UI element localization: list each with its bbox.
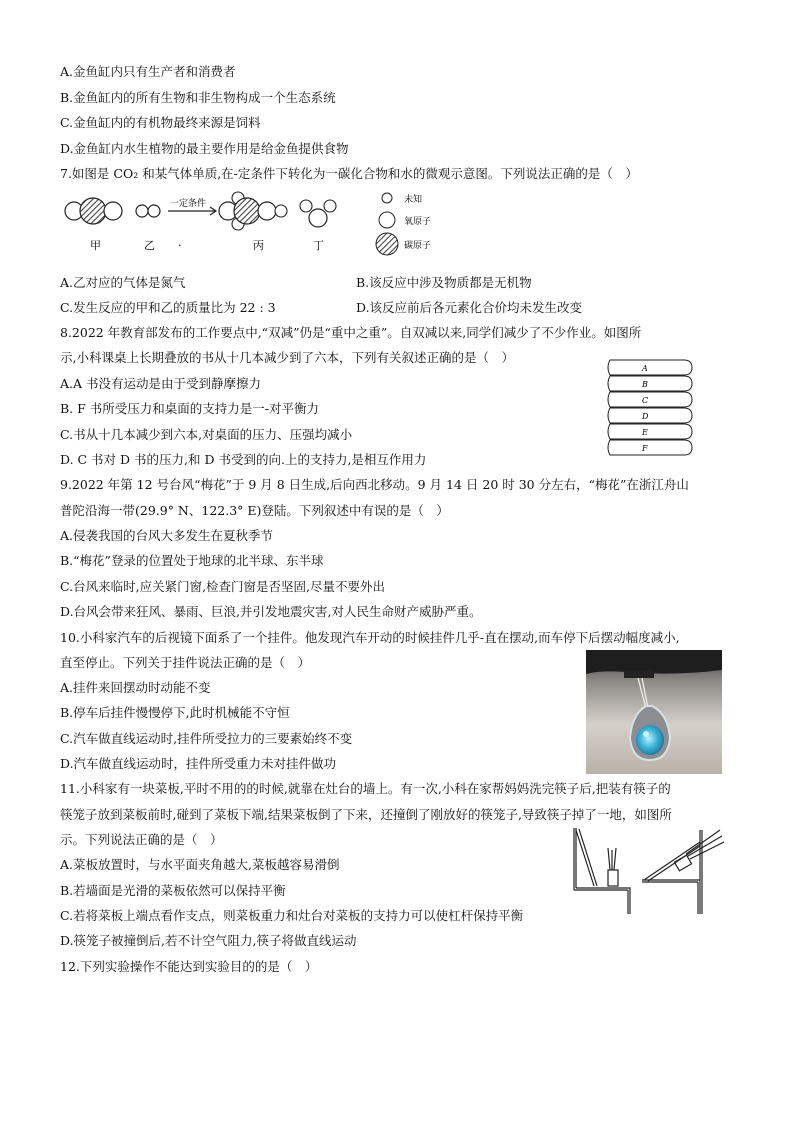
q7-molecule-bing	[219, 192, 287, 230]
q10-option-d: D.汽车做直线运动时，挂件所受重力未对挂件做功	[60, 756, 337, 771]
q9-stem-line1: 9.2022 年第 12 号台风“梅花”于 9 月 8 日生成,后向西北移动。9 月 14 日 20 时 30 分左右，“梅花”在浙江舟山	[60, 477, 689, 492]
q8-book-f: F	[642, 444, 648, 453]
q11-cutting-board-figure	[566, 826, 726, 916]
q10-car-charm-photo	[586, 650, 722, 774]
q8-book-e: E	[642, 428, 648, 437]
q7-legend-oxygen: 氧原子	[404, 217, 432, 227]
q7-molecule-yi	[136, 205, 160, 217]
q7-legend	[376, 193, 431, 255]
q11-option-a: A.菜板放置时，与水平面夹角越大,菜板越容易滑倒	[60, 857, 340, 872]
q8-option-c: C.书从十几本减少到六本,对桌面的压力、压强均减小	[60, 427, 353, 442]
q7-legend-unknown: 未知	[404, 195, 423, 205]
q7-label-jia: 甲	[90, 239, 101, 252]
q7-option-b: B.该反应中涉及物质都是无机物	[356, 275, 532, 290]
q11-stem-line1: 11.小科家有一块菜板,平时不用的的时候,就靠在灶台的墙上。有一次,小科在家帮妈妈洗完筷子后,把装有筷子的	[60, 781, 671, 796]
q7-arrow-label: 一定条件	[170, 199, 207, 209]
q8-option-b: B. F 书所受压力和桌面的支持力是一-对平衡力	[60, 401, 320, 416]
q7-legend-carbon: 碳原子	[404, 241, 432, 251]
q6-option-a: A.金鱼缸内只有生产者和消费者	[60, 64, 236, 79]
q8-stem-line2: 示,小科课桌上长期叠放的书从十几本减少到了六本，下列有关叙述正确的是（ ）	[60, 350, 514, 365]
q8-option-a: A.A 书没有运动是由于受到静摩擦力	[60, 376, 262, 391]
q11-stem-line2: 筷笼子放到菜板前时,碰到了菜板下端,结果菜板倒了下来，还撞倒了刚放好的筷笼子,导致筷子掉了一地，如图所	[60, 807, 672, 822]
q12-stem: 12.下列实验操作不能达到实验目的的是（ ）	[60, 959, 318, 974]
q9-option-a: A.侵袭我国的台风大多发生在夏秋季节	[60, 528, 274, 543]
q6-option-c: C.金鱼缸内的有机物最终来源是饲料	[60, 115, 261, 130]
q7-molecule-ding	[300, 200, 336, 227]
q11-stem-line3: 示。下列说法正确的是（ ）	[60, 832, 223, 847]
q10-stem-line2: 直至停止。下列关于挂件说法正确的是（ ）	[60, 655, 311, 670]
q7-option-d: D.该反应前后各元素化合价均未发生改变	[356, 300, 583, 315]
q9-option-b: B.“梅花”登录的位置处于地球的北半球、东半球	[60, 553, 324, 568]
q9-option-d: D.台风会带来狂风、暴雨、巨浪,并引发地震灾害,对人民生命财产威胁严重。	[60, 604, 482, 619]
q10-option-a: A.挂件来回摆动时动能不变	[60, 680, 211, 695]
q7-molecule-diagram	[58, 188, 478, 256]
q8-book-b: B	[642, 380, 648, 389]
q8-book-a: A	[642, 364, 648, 373]
q11-option-c: C.若将菜板上端点看作支点，则菜板重力和灶台对菜板的支持力可以使杠杆保持平衡	[60, 908, 524, 923]
q8-book-d: D	[642, 412, 649, 421]
q11-option-d: D.筷笼子被撞倒后,若不计空气阻力,筷子将做直线运动	[60, 933, 357, 948]
q7-label-yi: 乙	[144, 239, 155, 252]
q7-stem: 7.如图是 CO₂ 和某气体单质,在-定条件下转化为一碳化合物和水的微观示意图。下列说法正确的是（ ）	[60, 166, 638, 181]
q7-label-bing: 丙	[253, 239, 264, 252]
q8-stem-line1: 8.2022 年教育部发布的工作要点中,“双减”仍是“重中之重”。自双减以来,同学们减少了不少作业。如图所	[60, 325, 642, 340]
q8-book-stack-figure	[604, 358, 696, 458]
q7-molecule-jia	[65, 198, 122, 224]
q8-option-d: D. C 书对 D 书的压力,和 D 书受到的向.上的支持力,是相互作用力	[60, 452, 427, 467]
q8-book-c: C	[642, 396, 649, 405]
q6-option-d: D.金鱼缸内水生植物的最主要作用是给金鱼提供食物	[60, 141, 349, 156]
q9-stem-line2: 普陀沿海一带(29.9° N、122.3° E)登陆。下列叙述中有误的是（ ）	[60, 503, 449, 518]
q7-label-dot: ·	[178, 239, 182, 252]
q10-stem-line1: 10.小科家汽车的后视镜下面系了一个挂件。他发现汽车开动的时候挂件几乎-直在摆动,而车停下后摆动幅度减小,	[60, 630, 680, 645]
q10-option-c: C.汽车做直线运动时,挂件所受拉力的三要素始终不变	[60, 731, 353, 746]
q7-option-c: C.发生反应的甲和乙的质量比为 22 : 3	[60, 300, 276, 315]
q10-option-b: B.停车后挂件慢慢停下,此时机械能不守恒	[60, 705, 290, 720]
q7-option-a: A.乙对应的气体是氮气	[60, 275, 186, 290]
q9-option-c: C.台风来临时,应关紧门窗,检查门窗是否坚固,尽量不要外出	[60, 579, 386, 594]
q7-label-ding: 丁	[313, 239, 324, 252]
q6-option-b: B.金鱼缸内的所有生物和非生物构成一个生态系统	[60, 90, 336, 105]
q11-option-b: B.若墙面是光滑的菜板依然可以保持平衡	[60, 883, 286, 898]
